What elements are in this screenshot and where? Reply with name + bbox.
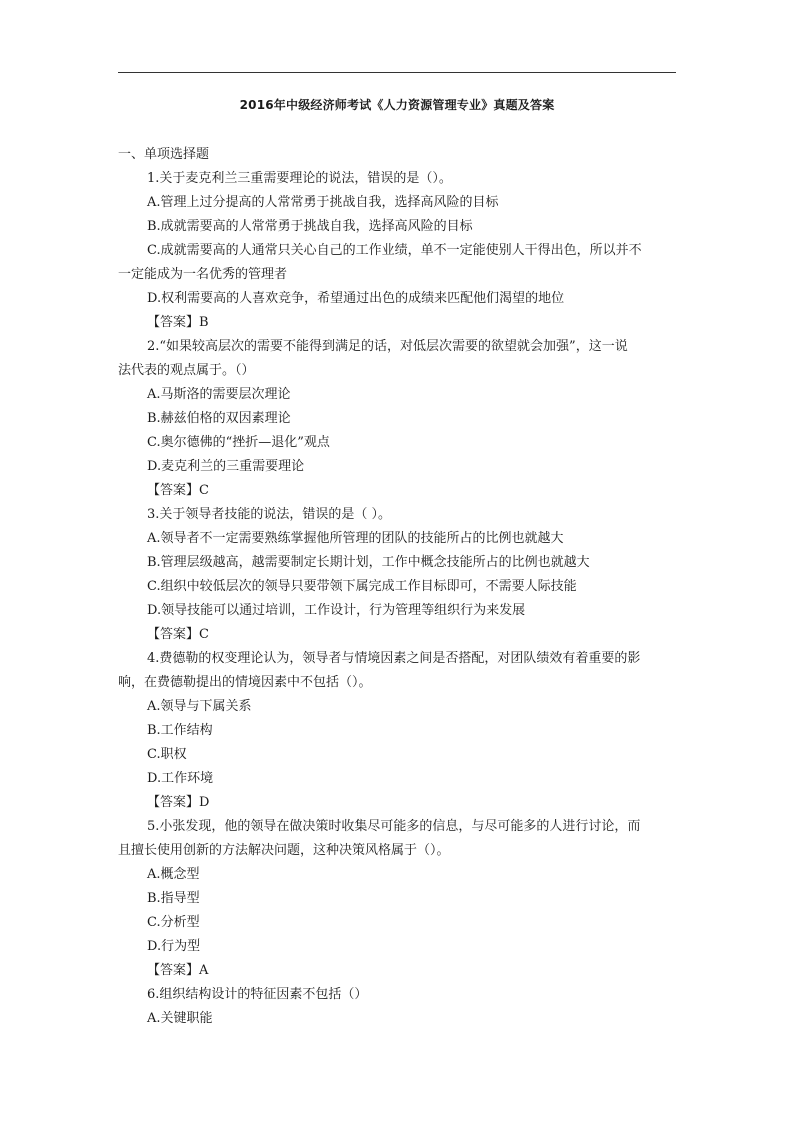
question-line: 4.费德勒的权变理论认为，领导者与情境因素之间是否搭配，对团队绩效有着重要的影 [147, 651, 641, 666]
header-rule [118, 72, 676, 73]
option-line: B.赫兹伯格的双因素理论 [147, 411, 291, 426]
question-lines [118, 167, 676, 1031]
option-line: C.成就需要高的人通常只关心自己的工作业绩，单不一定能使别人干得出色，所以并不 [147, 243, 642, 258]
option-line: B.管理层级越高，越需要制定长期计划，工作中概念技能所占的比例也就越大 [147, 555, 590, 570]
answer-line: 【答案】A [147, 963, 209, 978]
option-line: C.分析型 [147, 915, 200, 930]
option-line: D.权利需要高的人喜欢竞争，希望通过出色的成绩来匹配他们渴望的地位 [147, 291, 565, 306]
answer-line: 【答案】C [147, 483, 209, 498]
question-line: 1.关于麦克利兰三重需要理论的说法，错误的是（）。 [147, 171, 452, 186]
question-line: 3.关于领导者技能的说法，错误的是（ ）。 [147, 507, 392, 522]
option-line: A.领导者不一定需要熟练掌握他所管理的团队的技能所占的比例也就越大 [147, 531, 564, 546]
option-line: B.工作结构 [147, 723, 213, 738]
option-line: A.关键职能 [147, 1011, 213, 1026]
option-line: A.领导与下属关系 [147, 699, 252, 714]
question-line: 5.小张发现，他的领导在做决策时收集尽可能多的信息，与尽可能多的人进行讨论，而 [147, 819, 641, 834]
option-line: C.奥尔德佛的“挫折—退化”观点 [147, 435, 330, 450]
continuation-line: 响，在费德勒提出的情境因素中不包括（）。 [118, 675, 372, 690]
answer-line: 【答案】B [147, 315, 209, 330]
option-line: D.行为型 [147, 939, 201, 954]
question-line: 2.“如果较高层次的需要不能得到满足的话，对低层次需要的欲望就会加强”，这一说 [147, 339, 628, 354]
continuation-line: 一定能成为一名优秀的管理者 [118, 267, 288, 282]
answer-line: 【答案】C [147, 627, 209, 642]
option-line: C.职权 [147, 747, 187, 762]
option-line: D.领导技能可以通过培训，工作设计，行为管理等组织行为来发展 [147, 603, 526, 618]
question-line: 6.组织结构设计的特征因素不包括（） [147, 987, 368, 1002]
option-line: B.成就需要高的人常常勇于挑战自我，选择高风险的目标 [147, 219, 473, 234]
document-title: 2016年中级经济师考试《人力资源管理专业》真题及答案 [239, 98, 555, 112]
option-line: D.工作环境 [147, 771, 214, 786]
continuation-line: 且擅长使用创新的方法解决问题，这种决策风格属于（）。 [118, 843, 450, 858]
option-line: A.概念型 [147, 867, 200, 882]
document-body [118, 143, 676, 1031]
option-line: B.指导型 [147, 891, 200, 906]
option-line: D.麦克利兰的三重需要理论 [147, 459, 305, 474]
continuation-line: 法代表的观点属于。（） [118, 363, 255, 378]
option-line: C.组织中较低层次的领导只要带领下属完成工作目标即可，不需要人际技能 [147, 579, 577, 594]
option-line: A.管理上过分提高的人常常勇于挑战自我，选择高风险的目标 [147, 195, 499, 210]
answer-line: 【答案】D [147, 795, 210, 810]
section-heading: 一、单项选择题 [118, 147, 210, 162]
option-line: A.马斯洛的需要层次理论 [147, 387, 291, 402]
